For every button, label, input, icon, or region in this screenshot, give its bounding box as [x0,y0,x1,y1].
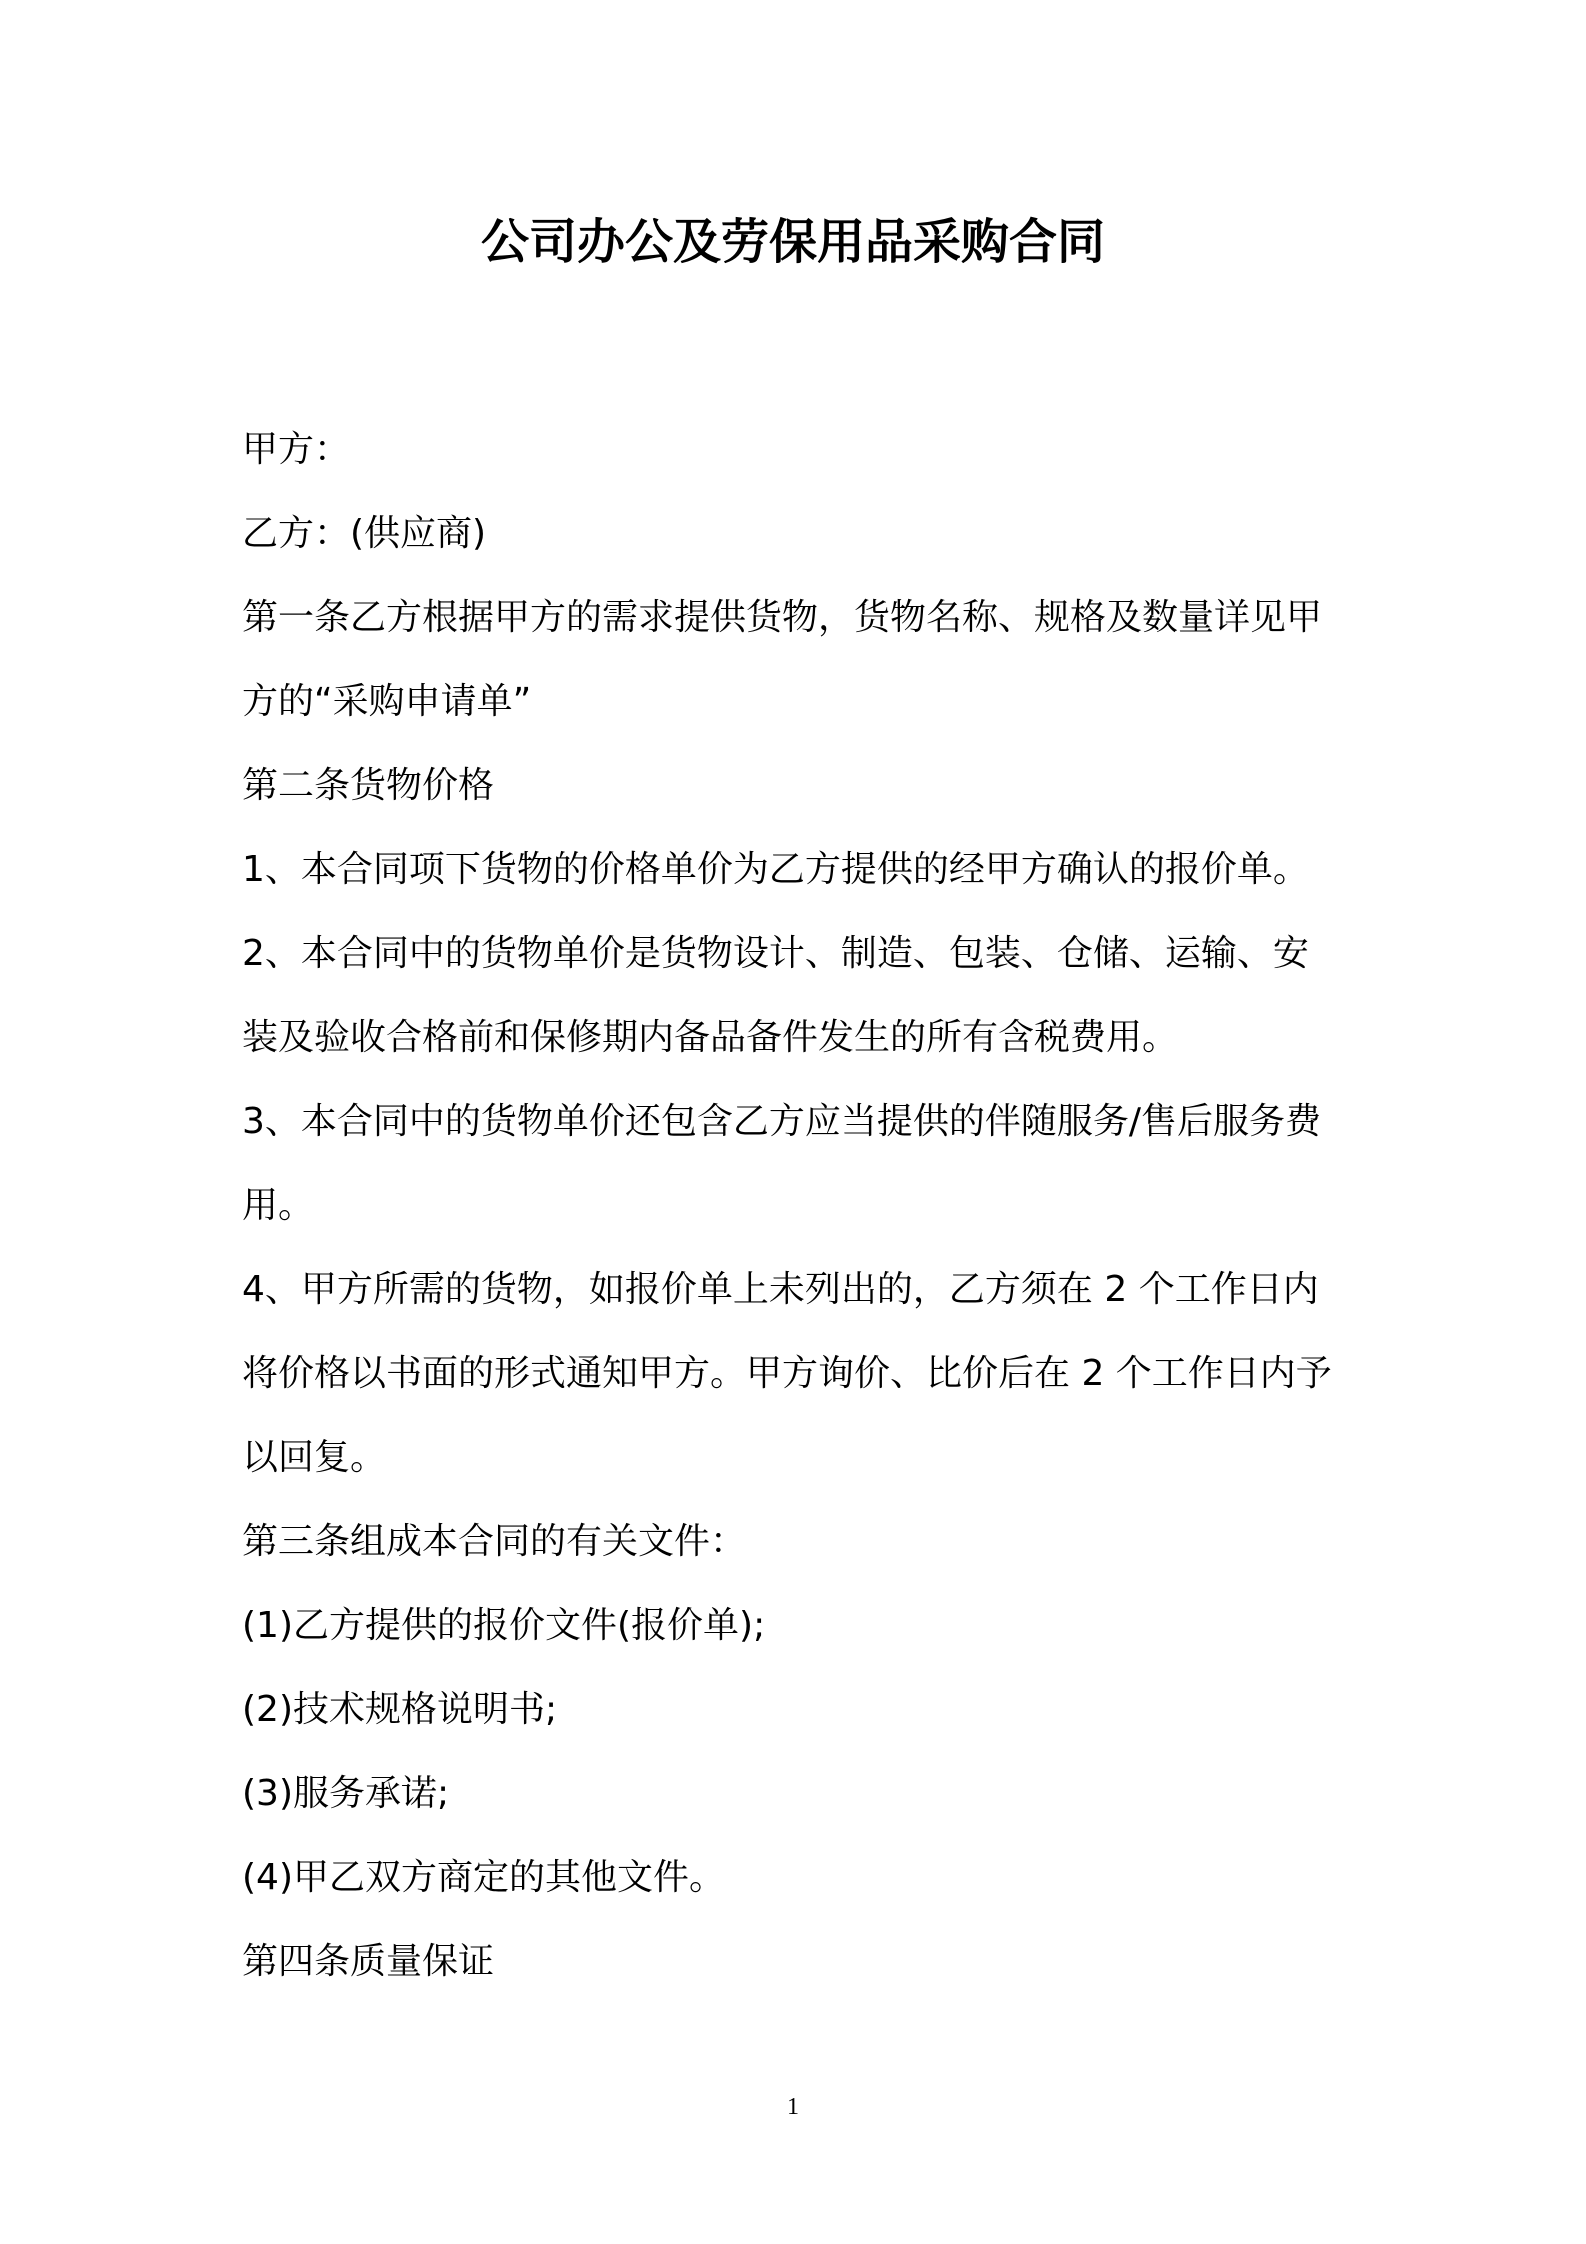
article-2-item-3-line-1: 3、本合同中的货物单价还包含乙方应当提供的伴随服务/售后服务费 [242,1101,1322,1142]
document-title: 公司办公及劳保用品采购合同 [480,214,1105,270]
article-3-item-2: (2)技术规格说明书; [242,1689,558,1730]
article-2-item-4-line-3: 以回复。 [242,1437,387,1478]
article-3-item-1: (1)乙方提供的报价文件(报价单); [242,1605,766,1646]
article-2-item-2-line-1: 2、本合同中的货物单价是货物设计、制造、包装、仓储、运输、安 [242,933,1309,974]
article-3-heading: 第三条组成本合同的有关文件： [242,1521,747,1562]
article-1-line-2: 方的“采购申请单” [242,681,532,722]
article-4-heading: 第四条质量保证 [242,1941,495,1982]
article-2-item-4-line-2: 将价格以书面的形式通知甲方。甲方询价、比价后在 2 个工作日内予 [242,1353,1332,1394]
party-b-line: 乙方：(供应商) [242,513,487,554]
document-body [242,408,1352,2004]
article-1-line-1: 第一条乙方根据甲方的需求提供货物，货物名称、规格及数量详见甲 [242,597,1323,638]
article-2-item-2-line-2: 装及验收合格前和保修期内备品备件发生的所有含税费用。 [242,1017,1179,1058]
party-a-line: 甲方： [242,429,351,470]
article-2-heading: 第二条货物价格 [242,765,495,806]
article-3-item-3: (3)服务承诺; [242,1773,450,1814]
article-2-item-4-line-1: 4、甲方所需的货物，如报价单上未列出的，乙方须在 2 个工作日内 [242,1269,1319,1310]
article-2-item-3-line-2: 用。 [242,1185,315,1226]
article-2-item-1: 1、本合同项下货物的价格单价为乙方提供的经甲方确认的报价单。 [242,849,1309,890]
article-3-item-4: (4)甲乙双方商定的其他文件。 [242,1857,725,1898]
page-number: 1 [787,2094,799,2120]
